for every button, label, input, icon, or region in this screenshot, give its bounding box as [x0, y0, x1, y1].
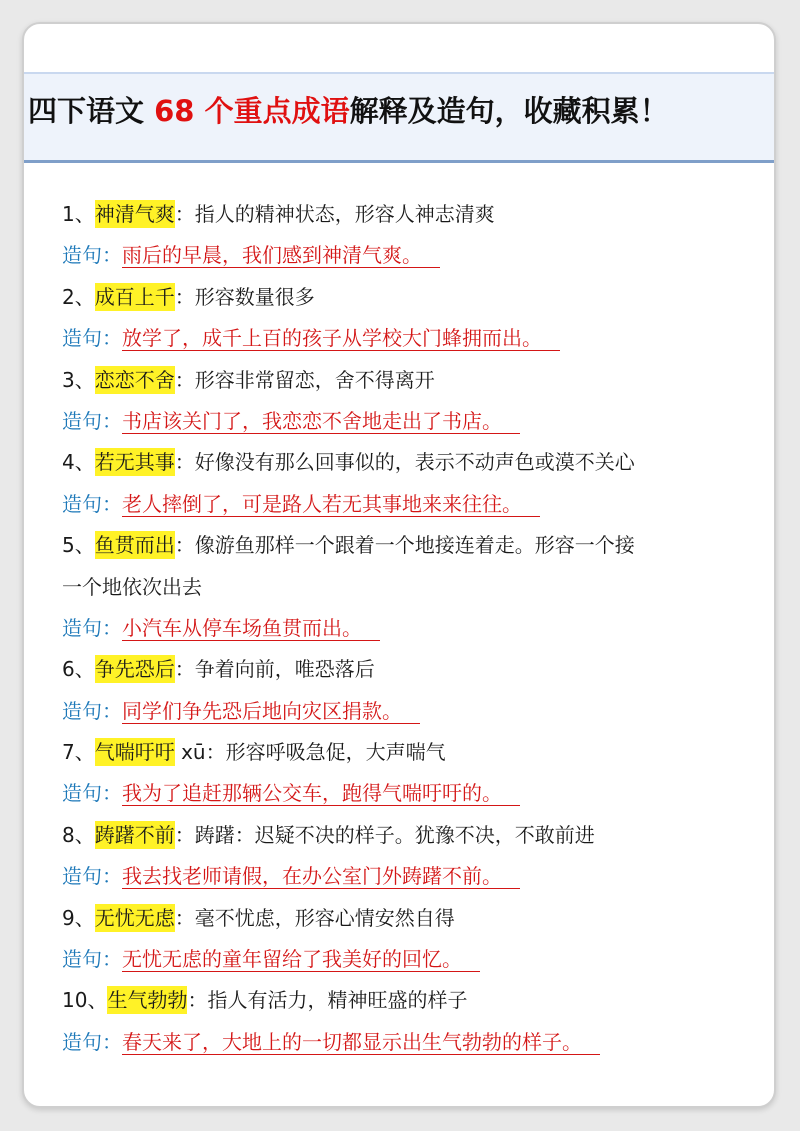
- idiom-definition: [62, 898, 762, 939]
- idiom-meaning-continued: 一个地依次出去: [62, 574, 202, 599]
- idiom-definition: [62, 442, 762, 483]
- idiom-definition-continued: [62, 567, 762, 608]
- idiom-meaning: 踌躇：迟疑不决的样子。犹豫不决，不敢前进: [194, 822, 595, 847]
- idiom-meaning: 指人的精神状态，形容人神志清爽: [194, 202, 495, 226]
- sentence-label: 造句：: [62, 1029, 122, 1054]
- sentence-text: 同学们争先恐后地向灾区捐款。: [122, 699, 420, 724]
- sentence-label: 造句：: [62, 781, 122, 806]
- sentence-text: 雨后的早晨，我们感到神清气爽。: [122, 243, 440, 268]
- idiom-meaning: 好像没有那么回事似的，表示不动声色或漠不关心: [194, 450, 635, 475]
- idiom-term: 若无其事: [94, 450, 175, 475]
- idiom-meaning: 毫不忧虑，形容心情安然自得: [194, 905, 455, 930]
- idiom-separator: ：: [174, 905, 195, 930]
- idiom-definition: [62, 980, 762, 1021]
- idiom-meaning: 形容非常留恋，舍不得离开: [194, 367, 435, 392]
- sentence-label: 造句：: [62, 491, 122, 516]
- idiom-index: 6、: [62, 657, 95, 682]
- idiom-term: 生气勃勃: [107, 988, 188, 1013]
- idiom-term: 鱼贯而出: [94, 533, 175, 558]
- idiom-index: 8、: [62, 822, 95, 847]
- idiom-separator: ：: [174, 367, 195, 392]
- title-suffix: 解释及造句，收藏积累！: [349, 94, 669, 128]
- idiom-meaning: 形容呼吸急促，大声喘气: [225, 740, 446, 765]
- idiom-definition: [62, 194, 762, 235]
- idiom-meaning: 像游鱼那样一个跟着一个地接连着走。形容一个接: [194, 533, 635, 558]
- idiom-index: 7、: [62, 740, 95, 765]
- idiom-definition: [62, 649, 762, 690]
- sentence-text: 我去找老师请假，在办公室门外踌躇不前。: [122, 864, 520, 889]
- sentence-label: 造句：: [62, 947, 122, 972]
- sentence-label: 造句：: [62, 864, 122, 889]
- idiom-definition: [62, 360, 762, 401]
- idiom-definition: [62, 815, 762, 856]
- title-divider: [24, 160, 774, 163]
- sentence-label: 造句：: [62, 243, 122, 268]
- idiom-index: 4、: [62, 450, 95, 475]
- example-sentence: [62, 608, 762, 649]
- document-card: [22, 22, 776, 1108]
- idiom-index: 3、: [62, 367, 95, 392]
- idiom-term: 恋恋不舍: [94, 367, 175, 392]
- example-sentence: [62, 939, 762, 980]
- title-prefix: 四下语文: [28, 94, 155, 128]
- idiom-term: 争先恐后: [94, 657, 175, 682]
- idiom-separator: ：: [174, 202, 195, 226]
- sentence-label: 造句：: [62, 326, 122, 351]
- idiom-index: 1、: [62, 202, 95, 226]
- idiom-separator: ：: [174, 450, 195, 475]
- idiom-index: 9、: [62, 905, 95, 930]
- idiom-list: [62, 194, 762, 1063]
- idiom-meaning: 形容数量很多: [194, 284, 315, 309]
- sentence-text: 无忧无虑的童年留给了我美好的回忆。: [122, 947, 480, 972]
- example-sentence: [62, 401, 762, 442]
- example-sentence: [62, 484, 762, 525]
- sentence-text: 书店该关门了，我恋恋不舍地走出了书店。: [122, 409, 520, 434]
- idiom-definition: [62, 732, 762, 773]
- sentence-text: 老人摔倒了，可是路人若无其事地来来往往。: [122, 492, 540, 517]
- example-sentence: [62, 1022, 762, 1063]
- page-title: [28, 89, 776, 133]
- idiom-term: 成百上千: [94, 284, 175, 309]
- idiom-term: 无忧无虑: [94, 905, 175, 930]
- sentence-label: 造句：: [62, 615, 122, 640]
- sentence-text: 放学了，成千上百的孩子从学校大门蜂拥而出。: [122, 326, 560, 351]
- idiom-meaning: 争着向前，唯恐落后: [194, 657, 375, 682]
- idiom-index: 10、: [62, 988, 108, 1013]
- sentence-text: 春天来了，大地上的一切都显示出生气勃勃的样子。: [122, 1030, 600, 1055]
- idiom-definition: [62, 277, 762, 318]
- idiom-separator: ：: [174, 284, 195, 309]
- idiom-term: 神清气爽: [94, 202, 175, 226]
- sentence-text: 小汽车从停车场鱼贯而出。: [122, 616, 380, 641]
- idiom-meaning: 指人有活力，精神旺盛的样子: [207, 988, 468, 1013]
- idiom-separator: xū：: [174, 740, 226, 765]
- idiom-separator: ：: [174, 657, 195, 682]
- idiom-separator: ：: [174, 533, 195, 558]
- example-sentence: [62, 318, 762, 359]
- example-sentence: [62, 691, 762, 732]
- example-sentence: [62, 856, 762, 897]
- sentence-label: 造句：: [62, 408, 122, 433]
- idiom-index: 2、: [62, 284, 95, 309]
- sentence-text: 我为了追赶那辆公交车，跑得气喘吁吁的。: [122, 781, 520, 806]
- title-count: 68: [154, 94, 195, 128]
- idiom-separator: ：: [174, 822, 195, 847]
- idiom-term: 踌躇不前: [94, 822, 175, 847]
- example-sentence: [62, 773, 762, 814]
- sentence-label: 造句：: [62, 698, 122, 723]
- idiom-definition: [62, 525, 762, 566]
- idiom-index: 5、: [62, 533, 95, 558]
- title-highlight: 个重点成语: [194, 94, 350, 128]
- example-sentence: [62, 235, 762, 276]
- idiom-separator: ：: [187, 988, 208, 1013]
- idiom-term: 气喘吁吁: [94, 740, 175, 765]
